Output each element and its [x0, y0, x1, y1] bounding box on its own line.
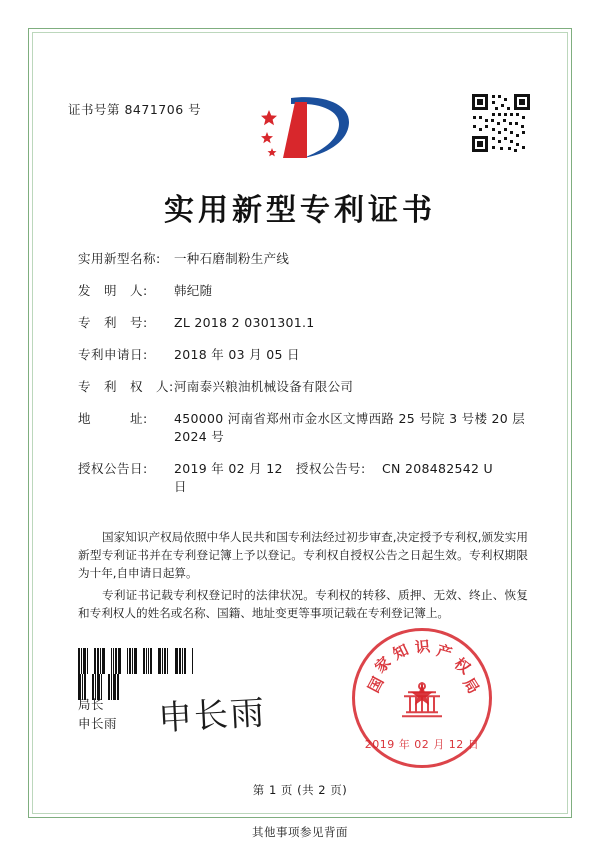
page-title: 实用新型专利证书: [164, 193, 436, 228]
seal-char: 识: [414, 637, 431, 657]
field-label-announce-date: 授权公告日:: [78, 461, 148, 476]
legal-text: [78, 528, 528, 626]
seal-char: 局: [459, 674, 483, 697]
field-row-application-date: [78, 346, 526, 364]
page-number: 第 1 页 (共 2 页): [252, 783, 348, 797]
seal-char: 产: [434, 641, 455, 663]
field-label: 地 址:: [78, 411, 148, 426]
field-label: 专 利 权 人:: [78, 379, 174, 394]
field-value: ZL 2018 2 0301301.1: [174, 315, 315, 330]
signature-block: [78, 695, 117, 733]
qr-code-icon: [470, 92, 532, 154]
field-value-announce-date: 2019 年 02 月 12 日: [174, 461, 283, 494]
field-label: 专 利 号:: [78, 315, 148, 330]
seal-char: 国: [364, 673, 388, 696]
field-row-patent-number: [78, 314, 526, 332]
legal-paragraph-1: 国家知识产权局依照中华人民共和国专利法经过初步审查,决定授予专利权,颁发实用新型专利证书并在专利登记簿上予以登记。专利权自授权公告之日起生效。专利权期限为十年,自申请日起算。: [78, 530, 528, 580]
footer-note: 其他事项参见背面: [252, 825, 348, 839]
seal-char: 知: [390, 640, 412, 664]
field-row-name: [78, 250, 526, 268]
field-row-address: [78, 410, 526, 446]
field-label: 实用新型名称:: [78, 251, 161, 266]
field-value: 河南泰兴粮油机械设备有限公司: [174, 379, 354, 394]
field-label: 发 明 人:: [78, 283, 148, 298]
field-value: 2018 年 03 月 05 日: [174, 347, 300, 362]
field-value-announce-number: CN 208482542 U: [382, 461, 493, 476]
field-value: 韩纪随: [174, 283, 213, 298]
certificate-number: 证书号第 8471706 号: [68, 102, 202, 117]
signature-role: 局长: [78, 697, 105, 712]
seal-star-icon: ★: [408, 678, 436, 714]
field-row-announcement: [78, 460, 526, 496]
handwritten-signature: 申长雨: [157, 693, 268, 739]
signature-name: 申长雨: [78, 716, 118, 731]
legal-paragraph-2: 专利证书记载专利权登记时的法律状况。专利权的转移、质押、无效、终止、恢复和专利权人的姓名或名称、国籍、地址变更等事项记载在专利登记簿上。: [78, 588, 528, 620]
patent-office-logo-icon: [245, 92, 355, 164]
seal-char: 家: [371, 653, 395, 677]
seal-char: 权: [450, 654, 474, 678]
seal-emblem-icon: [396, 678, 448, 722]
field-label-announce-number: 授权公告号:: [296, 461, 366, 476]
field-value: 450000 河南省郑州市金水区文博西路 25 号院 3 号楼 20 层 2024 号: [174, 411, 526, 444]
official-seal: [352, 628, 492, 768]
field-label: 专利申请日:: [78, 347, 148, 362]
field-row-patentee: [78, 378, 526, 396]
field-row-inventor: [78, 282, 526, 300]
seal-date: 2019 年 02 月 12 日: [364, 738, 480, 751]
barcode: [78, 648, 194, 674]
field-list: [78, 250, 526, 510]
field-value: 一种石磨制粉生产线: [174, 251, 290, 266]
